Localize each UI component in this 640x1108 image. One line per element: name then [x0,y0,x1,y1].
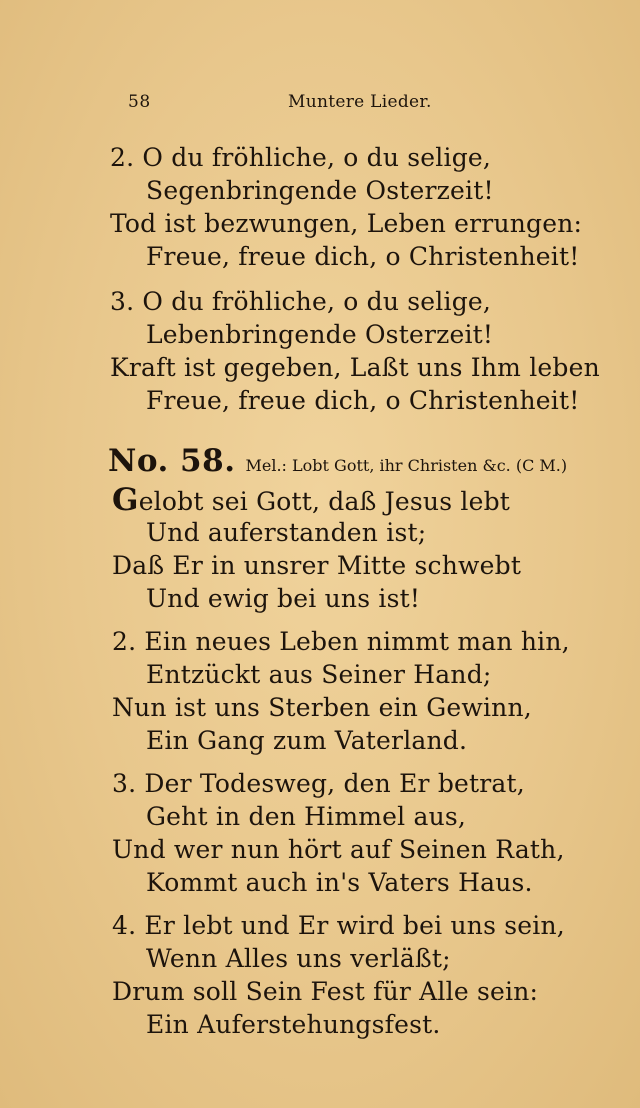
verse-line: 4. Er lebt und Er wird bei uns sein, [112,911,565,940]
verse-line: Ein Auferstehungsfest. [146,1010,441,1039]
verse-line: Freue, freue dich, o Christenheit! [146,386,580,415]
verse-line: Segenbringende Osterzeit! [146,176,494,205]
hymn-58-heading [108,443,567,479]
page-header [0,92,640,120]
verse-line: Wenn Alles uns verläßt; [146,944,451,973]
verse-line: 3. O du fröhliche, o du selige, [110,287,492,316]
verse-line: 2. Ein neues Leben nimmt man hin, [112,627,570,656]
hymn-number: No. 58. [108,443,236,479]
verse-line: Kraft ist gegeben, Laßt uns Ihm leben [110,353,600,382]
verse-line: 2. O du fröhliche, o du selige, [110,143,492,172]
dropcap: G [112,482,139,518]
verse-line: Geht in den Himmel aus, [146,802,467,831]
verse-line: Entzückt aus Seiner Hand; [146,660,492,689]
page-number: 58 [128,92,151,112]
verse-line: 3. Der Todesweg, den Er betrat, [112,769,525,798]
running-title: Muntere Lieder. [288,92,432,112]
verse-line: Und wer nun hört auf Seinen Rath, [112,835,565,864]
verse-line: Tod ist bezwungen, Leben errungen: [110,209,583,238]
verse-line-first [112,484,510,518]
verse-line: Lebenbringende Osterzeit! [146,320,494,349]
verse-line-text: elobt sei Gott, daß Jesus lebt [138,487,511,516]
melody-reference: Mel.: Lobt Gott, ihr Christen &c. (C M.) [245,456,568,475]
verse-line: Ein Gang zum Vaterland. [146,726,468,755]
verse-line: Kommt auch in's Vaters Haus. [146,868,533,897]
verse-line: Drum soll Sein Fest für Alle sein: [112,977,539,1006]
verse-line: Und auferstanden ist; [146,518,427,547]
verse-line: Und ewig bei uns ist! [146,584,421,613]
verse-line: Nun ist uns Sterben ein Gewinn, [112,693,532,722]
verse-line: Daß Er in unsrer Mitte schwebt [112,551,522,580]
verse-line: Freue, freue dich, o Christenheit! [146,242,580,271]
